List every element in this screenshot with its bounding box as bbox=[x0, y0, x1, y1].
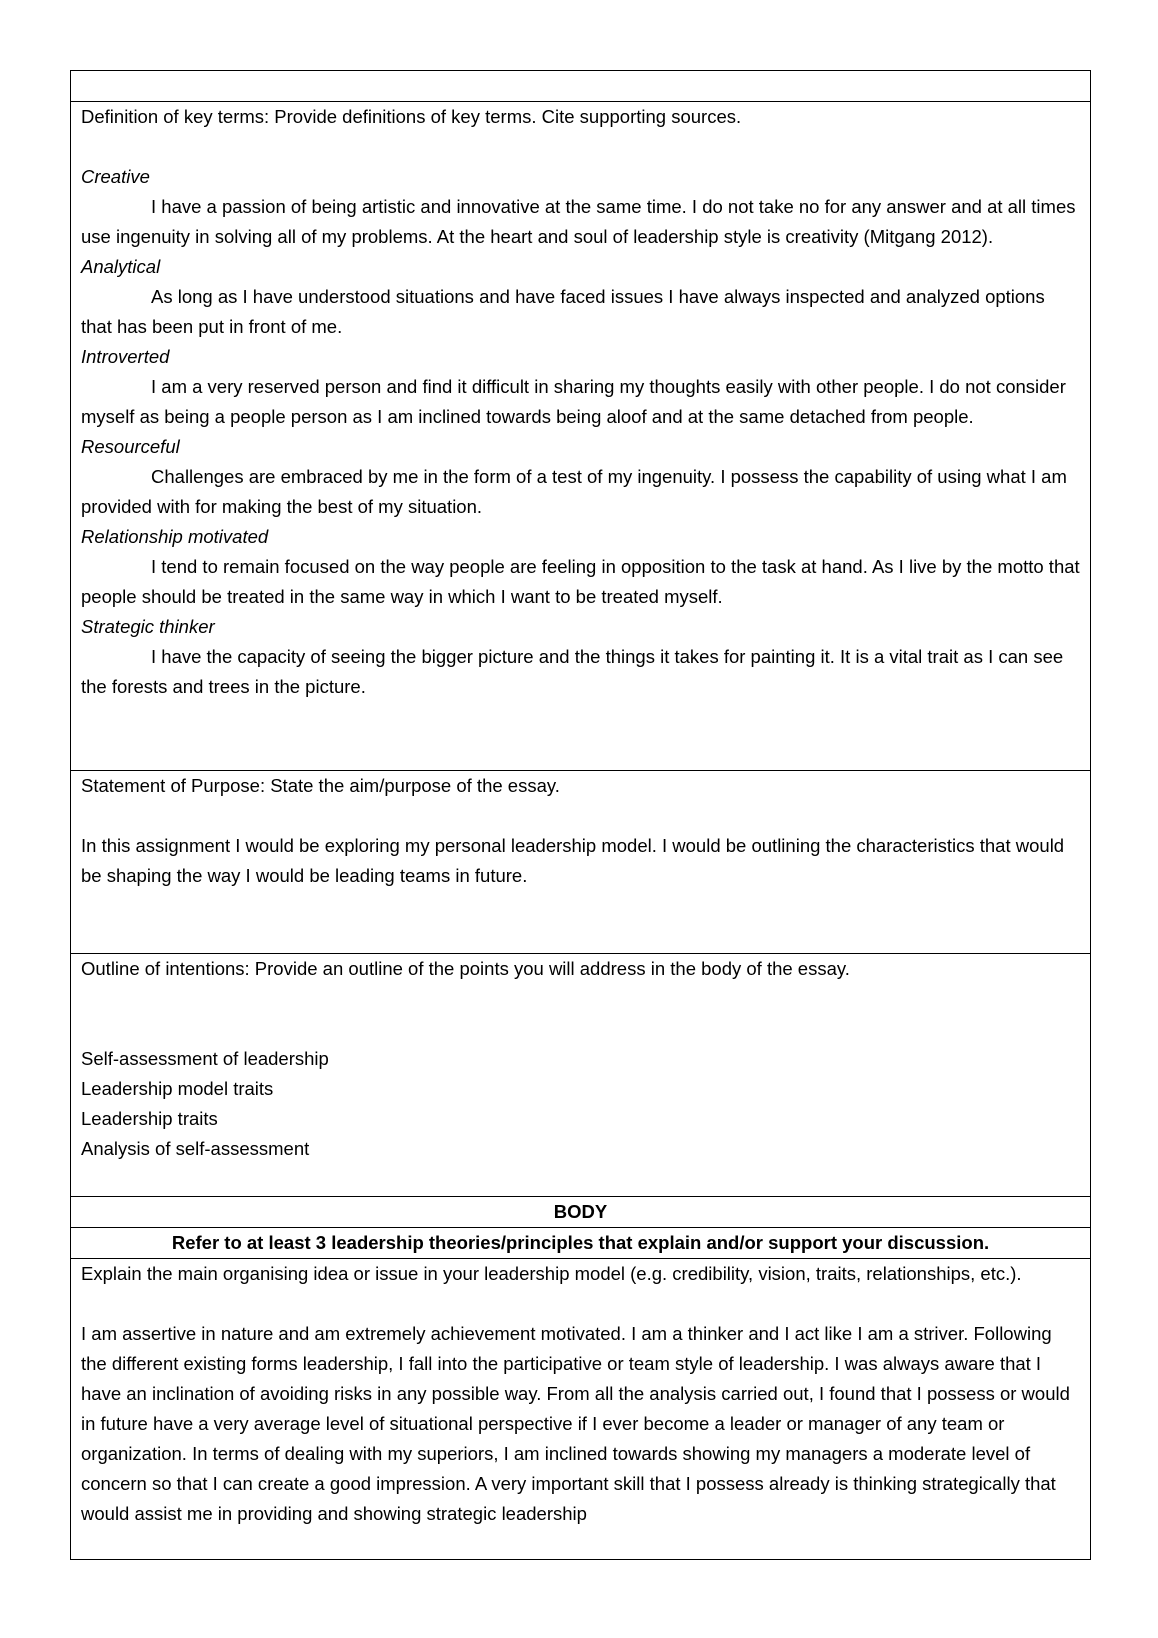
definitions-cell bbox=[71, 102, 1091, 771]
term-strategic-thinker: Strategic thinker bbox=[81, 616, 215, 637]
body-text: I am assertive in nature and am extremely achievement motivated. I am a thinker and I act like I am a striver. Following the different existing forms leadership, I fall into the participative or team style of leadership. I was always aware that I have an inclination of avoiding risks in any possible way. From all the analysis carried out, I found that I possess or would in future have a very average level of situational perspective if I ever become a leader or manager of any team or organization. In terms of dealing with my superiors, I am inclined towards showing my managers a moderate level of concern so that I can create a good impression. A very important skill that I possess already is thinking strategically that would assist me in providing and showing strategic leadership bbox=[81, 1323, 1070, 1524]
term-relationship-motivated: Relationship motivated bbox=[81, 526, 269, 547]
term-creative: Creative bbox=[81, 166, 150, 187]
definition-analytical: As long as I have understood situations and have faced issues I have always inspected and analyzed options that has been put in front of me. bbox=[81, 286, 1045, 337]
outline-cell bbox=[71, 954, 1091, 1197]
outline-item: Leadership traits bbox=[81, 1108, 218, 1129]
outline-row bbox=[71, 954, 1091, 1197]
body-content-row bbox=[71, 1259, 1091, 1560]
essay-plan-table bbox=[70, 70, 1091, 1560]
body-title-row bbox=[71, 1197, 1091, 1228]
purpose-cell bbox=[71, 771, 1091, 954]
body-instruction: Refer to at least 3 leadership theories/principles that explain and/or support your discussion. bbox=[71, 1228, 1091, 1259]
definition-relationship-motivated: I tend to remain focused on the way people are feeling in opposition to the task at hand. As I live by the motto that people should be treated in the same way in which I want to be treated myself. bbox=[81, 556, 1080, 607]
definition-introverted: I am a very reserved person and find it difficult in sharing my thoughts easily with other people. I do not consider myself as being a people person as I am inclined towards being aloof and at the same detached from people. bbox=[81, 376, 1066, 427]
body-instruction-row bbox=[71, 1228, 1091, 1259]
outline-item: Leadership model traits bbox=[81, 1078, 274, 1099]
body-prompt: Explain the main organising idea or issue in your leadership model (e.g. credibility, vision, traits, relationships, etc.). bbox=[81, 1263, 1022, 1284]
term-resourceful: Resourceful bbox=[81, 436, 180, 457]
body-title: BODY bbox=[71, 1197, 1091, 1228]
empty-header-row bbox=[71, 71, 1091, 102]
definition-strategic-thinker: I have the capacity of seeing the bigger picture and the things it takes for painting it. It is a vital trait as I can see the forests and trees in the picture. bbox=[81, 646, 1064, 697]
body-content-cell bbox=[71, 1259, 1091, 1560]
purpose-heading: Statement of Purpose: State the aim/purpose of the essay. bbox=[81, 775, 560, 796]
purpose-row bbox=[71, 771, 1091, 954]
outline-heading: Outline of intentions: Provide an outline of the points you will address in the body of the essay. bbox=[81, 958, 850, 979]
outline-item: Analysis of self-assessment bbox=[81, 1138, 310, 1159]
term-introverted: Introverted bbox=[81, 346, 170, 367]
purpose-text: In this assignment I would be exploring my personal leadership model. I would be outlining the characteristics that would be shaping the way I would be leading teams in future. bbox=[81, 835, 1065, 886]
definitions-row bbox=[71, 102, 1091, 771]
definitions-heading: Definition of key terms: Provide definitions of key terms. Cite supporting sources. bbox=[81, 106, 742, 127]
term-analytical: Analytical bbox=[81, 256, 161, 277]
definition-creative: I have a passion of being artistic and innovative at the same time. I do not take no for any answer and at all times use ingenuity in solving all of my problems. At the heart and soul of leadership style is creativity (Mitgang 2012). bbox=[81, 196, 1076, 247]
empty-cell bbox=[71, 71, 1091, 102]
definition-resourceful: Challenges are embraced by me in the form of a test of my ingenuity. I possess the capability of using what I am provided with for making the best of my situation. bbox=[81, 466, 1067, 517]
outline-item: Self-assessment of leadership bbox=[81, 1048, 329, 1069]
